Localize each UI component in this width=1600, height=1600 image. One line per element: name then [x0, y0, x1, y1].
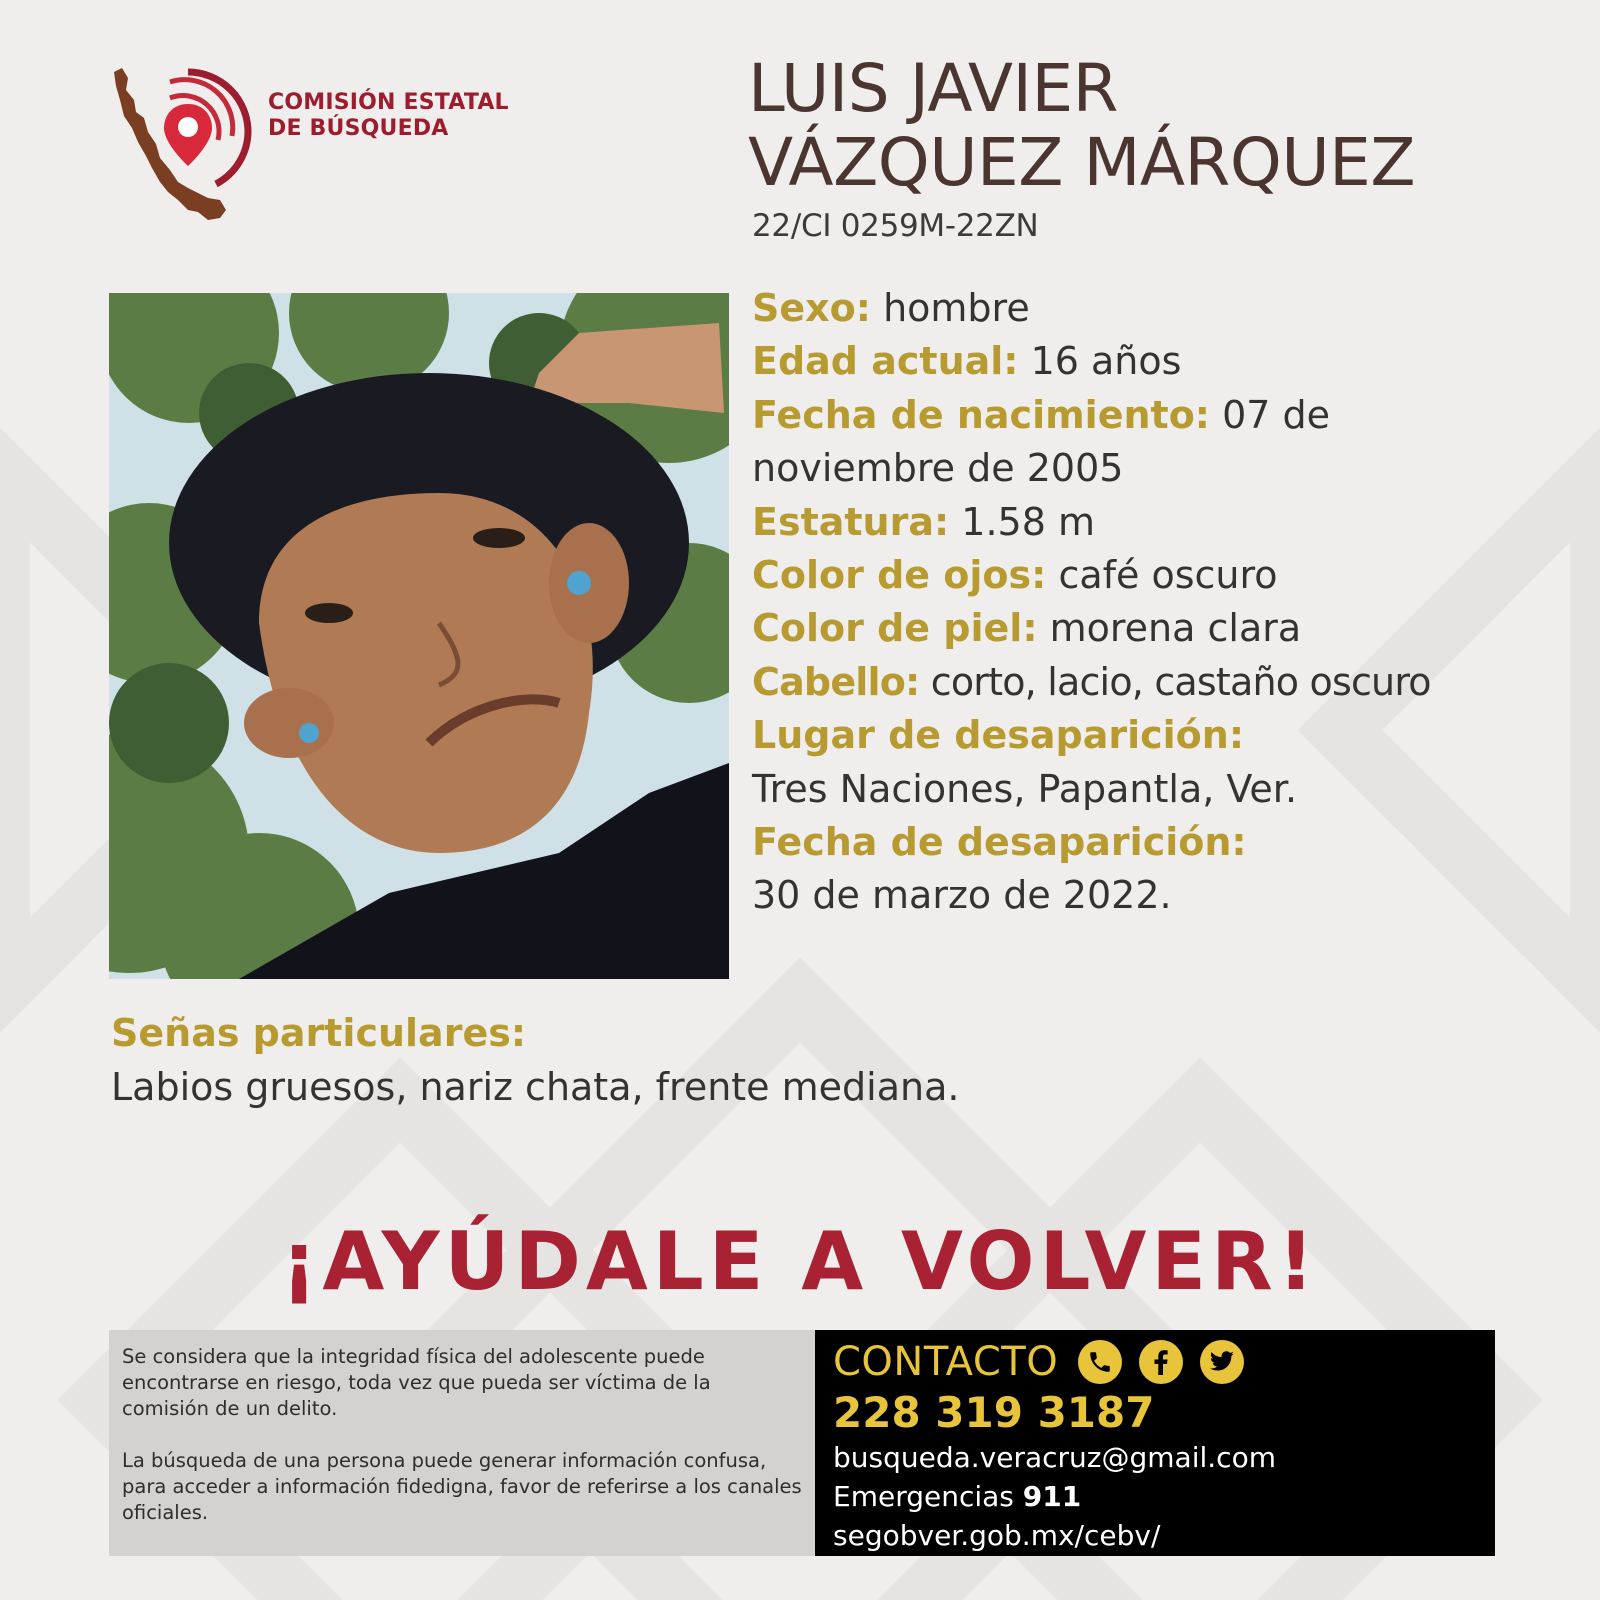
case-id: 22/CI 0259M-22ZN — [752, 208, 1039, 244]
logo-line-2: DE BÚSQUEDA — [268, 116, 449, 141]
detail-piel — [752, 602, 1592, 655]
detail-label: Cabello: — [752, 659, 920, 704]
detail-edad — [752, 335, 1592, 388]
person-photo — [109, 293, 729, 979]
detail-ojos — [752, 549, 1592, 602]
logo-line-1: COMISIÓN ESTATAL — [268, 90, 509, 115]
detail-value: corto, lacio, castaño oscuro — [930, 659, 1431, 704]
detail-nacimiento — [752, 389, 1412, 496]
detail-label: Color de ojos: — [752, 553, 1047, 598]
detail-value: 16 años — [1030, 339, 1182, 384]
detail-fecha-desaparicion-value: 30 de marzo de 2022. — [752, 873, 1172, 918]
contact-title: CONTACTO — [833, 1339, 1059, 1385]
distinguishing-marks — [111, 1006, 1511, 1114]
detail-lugar-value: Tres Naciones, Papantla, Ver. — [752, 766, 1298, 811]
contact-email[interactable]: busqueda.veracruz@gmail.com — [833, 1441, 1276, 1474]
contact-emergency — [833, 1477, 1495, 1516]
detail-value: 07 de noviembre de 2005 — [752, 392, 1331, 491]
detail-value: 1.58 m — [961, 499, 1095, 544]
contact-website[interactable]: segobver.gob.mx/cebv/ — [833, 1519, 1161, 1552]
detail-value: hombre — [883, 286, 1030, 330]
detail-label: Edad actual: — [752, 339, 1019, 384]
contact-box — [815, 1330, 1495, 1556]
detail-estatura — [752, 496, 1592, 549]
senas-label: Señas particulares: — [111, 1011, 527, 1055]
detail-label: Estatura: — [752, 499, 950, 544]
detail-lugar-label: Lugar de desaparición: — [752, 713, 1245, 758]
detail-cabello — [752, 656, 1592, 709]
detail-label: Sexo: — [752, 286, 871, 330]
disclaimer-box — [109, 1330, 815, 1556]
detail-sexo — [752, 282, 1592, 335]
location-pin-veracruz-map-icon — [108, 60, 258, 225]
detail-fecha-desaparicion-label: Fecha de desaparición: — [752, 820, 1247, 865]
name-line-2: VÁZQUEZ MÁRQUEZ — [748, 124, 1416, 201]
person-name — [748, 52, 1568, 200]
person-details — [752, 282, 1592, 923]
detail-label: Color de piel: — [752, 606, 1038, 651]
contact-phone[interactable]: 228 319 3187 — [833, 1388, 1155, 1437]
name-line-1: LUIS JAVIER — [748, 50, 1119, 127]
disclaimer-paragraph-2: La búsqueda de una persona puede generar información confusa, para acceder a información fidedigna, favor de referirse a los canales oficiales. — [122, 1449, 802, 1524]
phone-icon[interactable] — [1078, 1340, 1122, 1384]
facebook-icon[interactable] — [1139, 1340, 1183, 1384]
emergency-label: Emergencias — [833, 1480, 1014, 1513]
senas-value: Labios gruesos, nariz chata, frente mediana. — [111, 1065, 960, 1109]
disclaimer-paragraph-1: Se considera que la integridad física del adolescente puede encontrarse en riesgo, toda vez que pueda ser víctima de la comisión de un delito. — [122, 1345, 711, 1420]
twitter-icon[interactable] — [1200, 1340, 1244, 1384]
agency-logo — [108, 60, 538, 225]
call-to-action: ¡AYÚDALE A VOLVER! — [280, 1215, 1320, 1308]
detail-label: Fecha de nacimiento: — [752, 392, 1211, 437]
emergency-number[interactable]: 911 — [1022, 1480, 1082, 1513]
detail-value: morena clara — [1049, 606, 1302, 651]
detail-value: café oscuro — [1058, 553, 1278, 598]
